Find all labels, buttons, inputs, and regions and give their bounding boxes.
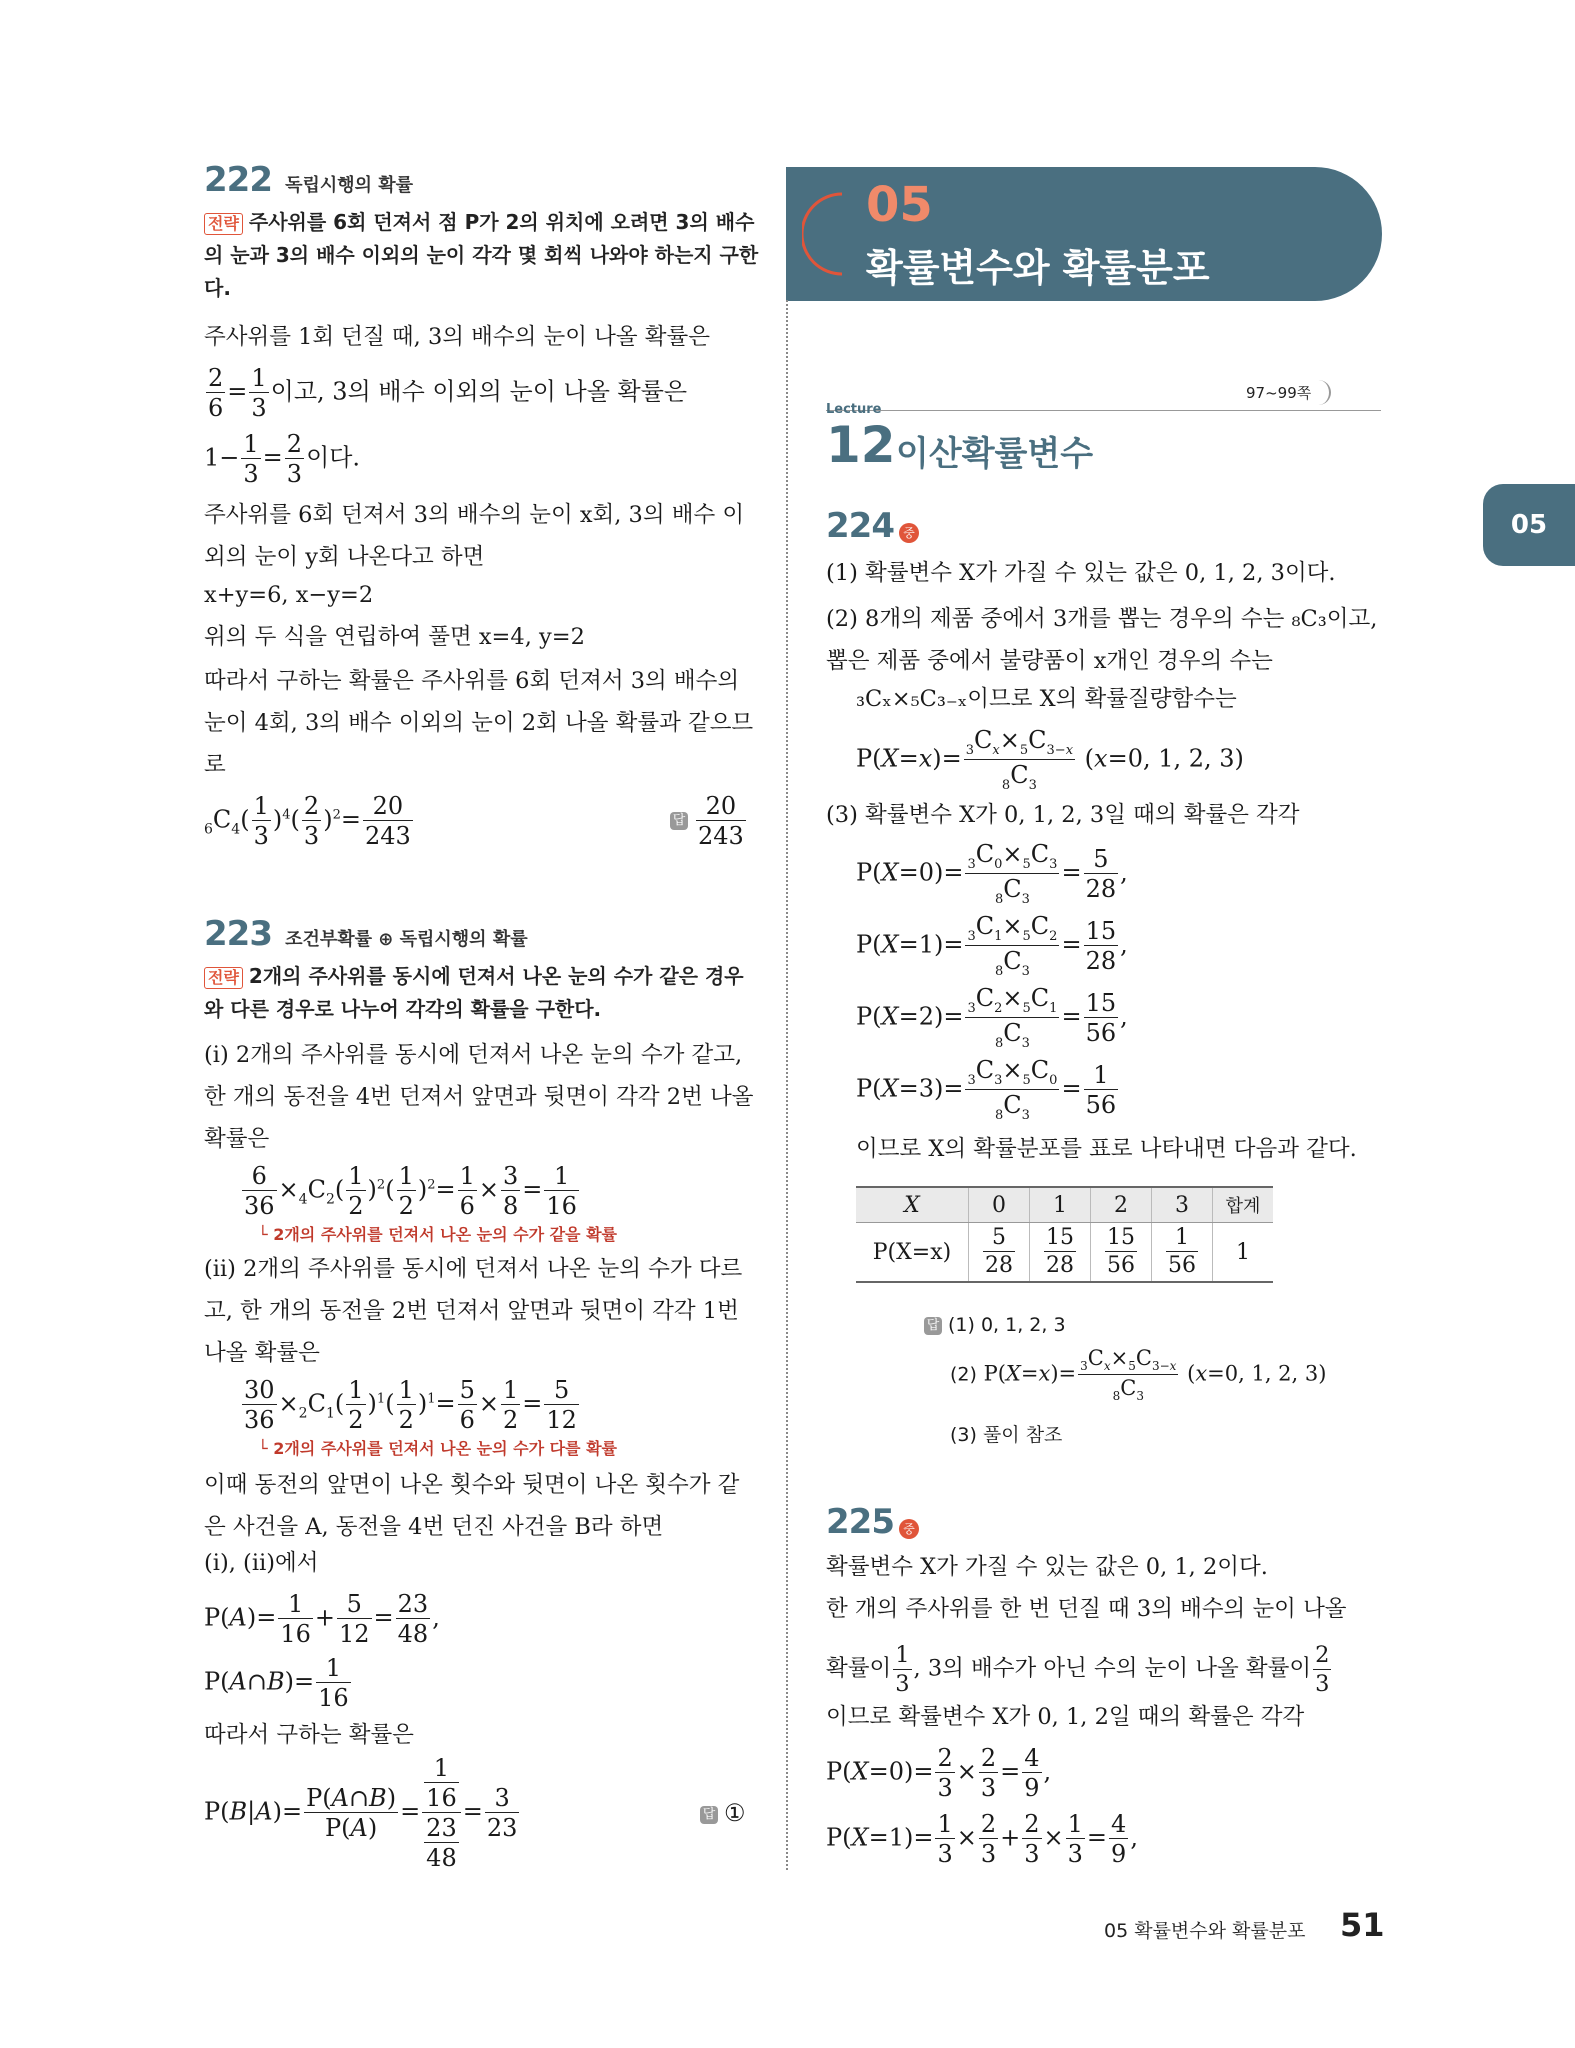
chapter-number: 05 [866, 177, 933, 233]
problem-title: 조건부확률 ⊕ 독립시행의 확률 [285, 929, 528, 950]
annotation-note: └ 2개의 주사위를 던져서 나온 눈의 수가 다를 확률 [258, 1439, 617, 1458]
text-line: 이다. [306, 443, 361, 472]
lecture-number: 12 [826, 416, 896, 474]
table-row [856, 1223, 1273, 1283]
text-line: 주사위를 6회 던져서 3의 배수의 눈이 x회, 3의 배수 이외의 눈이 y회 나온다고 하면 [204, 502, 745, 570]
footer-chapter: 05 확률변수와 확률분포 [1104, 1920, 1306, 1942]
table-header-cell: 3 [1152, 1187, 1213, 1223]
table-header-cell: 1 [1030, 1187, 1091, 1223]
text-line: 이때 동전의 앞면이 나온 횟수와 뒷면이 나온 횟수가 같은 사건을 A, 동전을 4번 던진 사건을 B라 하면 [204, 1472, 740, 1540]
text-line: ₃Cₓ×₅C₃₋ₓ이므로 X의 확률질량함수는 [856, 686, 1237, 712]
text-line: 이므로 확률변수 X가 0, 1, 2일 때의 확률은 각각 [826, 1704, 1305, 1730]
strategy-text [204, 206, 760, 305]
equation-line: P(X=0)= $\frac{_3C_0\times_5C_3}{_8C_3}$ = $\frac{5}{28}$ , [856, 840, 1128, 907]
table-header-cell: 합계 [1213, 1187, 1274, 1223]
strategy-text [204, 960, 760, 1026]
column-divider [786, 300, 788, 1870]
case-1-text: (ⅰ) 2개의 주사위를 동시에 던져서 나온 눈의 수가 같고, 한 개의 동전을 4번 던져서 앞면과 뒷면이 각각 2번 나올 확률은 [204, 1042, 754, 1152]
equation-line: $\frac{30}{36}$ $\times_2C_1$( $\frac{1}{2}$ )$^1$( $\frac{1}{2}$ )$^1$= $\frac{5}{6}$ × $\frac{1}{2}$ = $\frac{5}{12}$ [244, 1376, 577, 1434]
problem-223-header [204, 914, 528, 954]
text-line: 확률변수 X가 가질 수 있는 값은 0, 1, 2이다. [826, 1554, 1268, 1580]
problem-224-header [826, 506, 919, 546]
level-badge: 중 [899, 1519, 919, 1539]
side-chapter-tab: 05 [1483, 484, 1575, 566]
text-line: 이므로 X의 확률분포를 표로 나타내면 다음과 같다. [856, 1136, 1357, 1162]
answer-223 [700, 1796, 746, 1830]
answer-222 [670, 794, 748, 848]
equation-line: P(X=1)= $\frac{_3C_1\times_5C_2}{_8C_3}$ = $\frac{15}{28}$ , [856, 912, 1128, 979]
equation-line: x+y=6, x−y=2 [204, 582, 374, 608]
lecture-label: Lecture [826, 402, 882, 417]
equation-line: P(X=0)= $\frac{2}{3}$ × $\frac{2}{3}$ = $\frac{4}{9}$ , [826, 1744, 1052, 1802]
problem-number: 223 [204, 914, 272, 954]
table-cell: $\frac{1}{56}$ [1152, 1223, 1213, 1283]
page-range: 97~99쪽 [1246, 380, 1331, 405]
level-badge: 중 [899, 523, 919, 543]
answer-224-1 [924, 1314, 1066, 1336]
lecture-rule [826, 410, 1381, 411]
equation-line: $\frac{2}{6}$ = $\frac{1}{3}$ 이고, 3의 배수 이외의 눈이 나올 확률은 [208, 364, 688, 422]
problem-title: 독립시행의 확률 [285, 175, 414, 196]
equation-line: P(A∩B)= $\frac{1}{16}$ [204, 1654, 349, 1712]
text-line: 따라서 구하는 확률은 [204, 1722, 414, 1748]
annotation-note: └ 2개의 주사위를 던져서 나온 눈의 수가 같을 확률 [258, 1225, 617, 1244]
strategy-tag: 전략 [204, 213, 243, 235]
equation-line: $\frac{6}{36}$ $\times_4C_2$( $\frac{1}{2}$ )$^2$( $\frac{1}{2}$ )$^2$= $\frac{1}{6}$ × $\frac{3}{8}$ = $\frac{1}{16}$ [244, 1162, 577, 1220]
table-header-cell: 2 [1091, 1187, 1152, 1223]
text-line: (3) 확률변수 X가 0, 1, 2, 3일 때의 확률은 각각 [826, 802, 1300, 828]
equation-line: P(X=3)= $\frac{_3C_3\times_5C_0}{_8C_3}$ = $\frac{1}{56}$ [856, 1056, 1117, 1123]
answer-224-2: (2) P(X=x)= $\frac{_3C_x\times_5C_{3-x}}{_8C_3}$ (x=0, 1, 2, 3) [950, 1346, 1327, 1404]
table-header-cell: X [856, 1187, 969, 1223]
lecture-title: 이산확률변수 [896, 434, 1094, 474]
equation-line: P(B|A)= $\frac{P(A\cap B)}{P(A)}$ = $\frac{\frac{1}{16}}{\frac{23}{48}}$ = $\frac{3}{23}$ [204, 1754, 518, 1872]
answer-badge: 답 [700, 1806, 718, 1824]
text-line: 한 개의 주사위를 한 번 던질 때 3의 배수의 눈이 나올 [826, 1596, 1347, 1622]
table-cell: $\frac{5}{28}$ [969, 1223, 1030, 1283]
table-cell: $\frac{15}{28}$ [1030, 1223, 1091, 1283]
text-line: 확률이 $\frac{1}{3}$ , 3의 배수가 아닌 수의 눈이 나올 확률이 $\frac{2}{3}$ [826, 1642, 1330, 1697]
strategy-body: 주사위를 6회 던져서 점 P가 2의 위치에 오려면 3의 배수의 눈과 3의 배수 이외의 눈이 각각 몇 회씩 나와야 하는지 구한다. [204, 210, 759, 300]
case-2-text: (ⅱ) 2개의 주사위를 동시에 던져서 나온 눈의 수가 다르고, 한 개의 동전을 2번 던져서 앞면과 뒷면이 각각 1번 나올 확률은 [204, 1256, 743, 1366]
answer-value: (1) 0, 1, 2, 3 [948, 1314, 1066, 1336]
banner-arc-icon [802, 189, 852, 279]
strategy-body: 2개의 주사위를 동시에 던져서 나온 눈의 수가 같은 경우와 다른 경우로 나누어 각각의 확률을 구한다. [204, 964, 744, 1021]
probability-table [856, 1186, 1273, 1283]
problem-number: 225 [826, 1502, 894, 1542]
chapter-banner [786, 167, 1382, 301]
answer-224-3: (3) 풀이 참조 [950, 1424, 1063, 1446]
equation-line: P(X=2)= $\frac{_3C_2\times_5C_1}{_8C_3}$ = $\frac{15}{56}$ , [856, 984, 1128, 1051]
table-header-cell: 0 [969, 1187, 1030, 1223]
equation-line: P(A)= $\frac{1}{16}$ + $\frac{5}{12}$ = $\frac{23}{48}$ , [204, 1590, 440, 1648]
text-line: (ⅰ), (ⅱ)에서 [204, 1550, 319, 1576]
equation-line: P(X=x)= $\frac{_3C_x\times_5C_{3-x}}{_8C_3}$ (x=0, 1, 2, 3) [856, 726, 1244, 793]
chapter-title: 확률변수와 확률분포 [866, 246, 1210, 290]
text-line: (2) 8개의 제품 중에서 3개를 뽑는 경우의 수는 ₈C₃이고, 뽑은 제품 중에서 불량품이 x개인 경우의 수는 [826, 606, 1378, 674]
answer-numerator: 20 [696, 794, 746, 821]
table-cell: 1 [1213, 1223, 1274, 1283]
problem-222-header [204, 160, 413, 200]
text-line: 주사위를 1회 던질 때, 3의 배수의 눈이 나올 확률은 [204, 324, 710, 350]
answer-denominator: 243 [698, 822, 744, 850]
problem-225-header [826, 1502, 919, 1542]
table-row-label: P(X=x) [856, 1223, 969, 1283]
text-line: 이고, 3의 배수 이외의 눈이 나올 확률은 [270, 377, 688, 406]
table-header-row [856, 1187, 1273, 1223]
answer-value: ① [724, 1799, 746, 1827]
text-line: 따라서 구하는 확률은 주사위를 6회 던져서 3의 배수의 눈이 4회, 3의 배수 이외의 눈이 2회 나올 확률과 같으므로 [204, 668, 754, 778]
answer-badge: 답 [924, 1317, 942, 1335]
text-line: (1) 확률변수 X가 가질 수 있는 값은 0, 1, 2, 3이다. [826, 560, 1336, 586]
answer-badge: 답 [670, 812, 688, 830]
strategy-tag: 전략 [204, 967, 243, 989]
problem-number: 222 [204, 160, 272, 200]
problem-number: 224 [826, 506, 894, 546]
equation-line: P(X=1)= $\frac{1}{3}$ × $\frac{2}{3}$ + $\frac{2}{3}$ × $\frac{1}{3}$ = $\frac{4}{9}$ , [826, 1810, 1138, 1868]
equation-line: $_6C_4$( $\frac{1}{3}$ )$^4$( $\frac{2}{3}$ )$^2$= $\frac{20}{243}$ [204, 792, 411, 850]
table-cell: $\frac{15}{56}$ [1091, 1223, 1152, 1283]
equation-line: 1− $\frac{1}{3}$ = $\frac{2}{3}$ 이다. [204, 430, 361, 488]
page-number: 51 [1340, 1906, 1385, 1944]
text-line: 위의 두 식을 연립하여 풀면 x=4, y=2 [204, 624, 585, 650]
